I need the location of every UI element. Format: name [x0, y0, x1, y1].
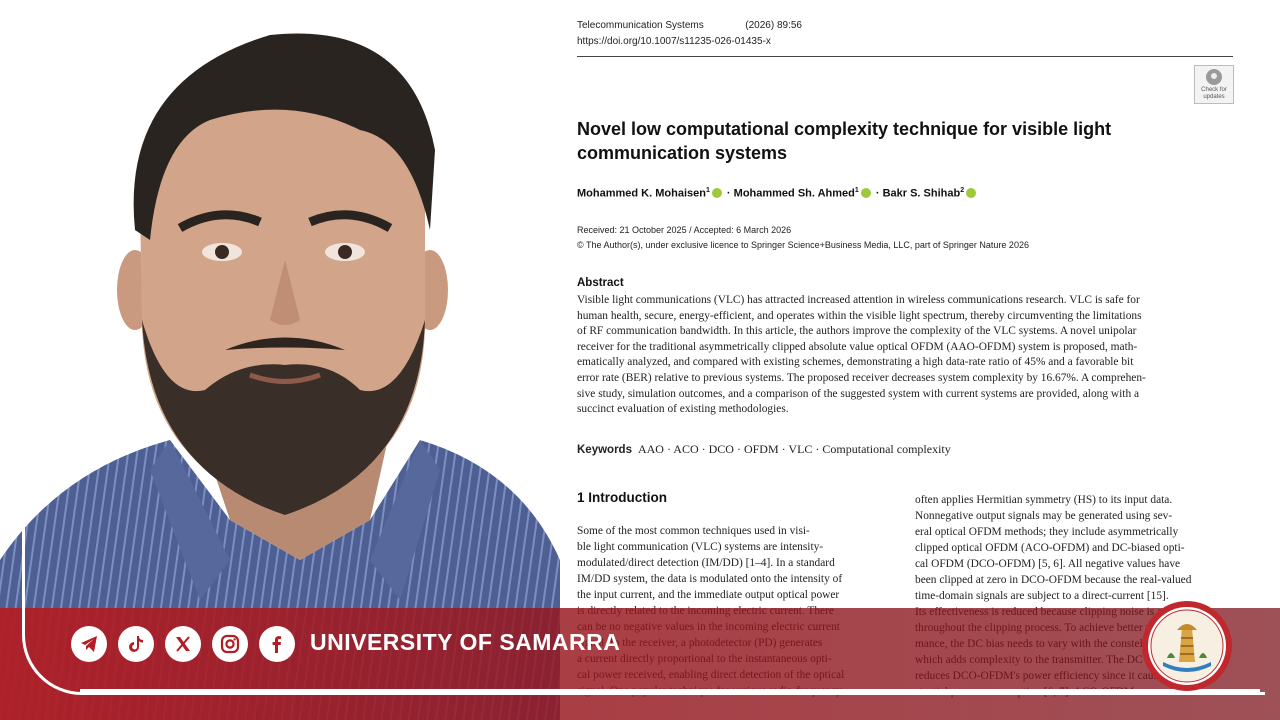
body-line: eral optical OFDM methods; they include asymmetrically — [915, 526, 1179, 538]
body-line: clipped optical OFDM (ACO-OFDM) and DC-biased opti- — [915, 542, 1185, 554]
abstract-line: receiver for the traditional asymmetrically clipped absolute value optical OFDM (AAO-OFDM) system is proposed, math- — [577, 340, 1138, 353]
author-affiliation: 1 — [854, 187, 859, 194]
introduction-heading: 1 Introduction — [577, 490, 667, 505]
body-line: ble light communication (VLC) systems are intensity- — [577, 541, 824, 553]
footer-frame-curve — [22, 480, 1265, 695]
received-dates: Received: 21 October 2025 / Accepted: 6 March 2026 — [577, 225, 792, 235]
header-rule — [577, 56, 1233, 57]
copyright-line: © The Author(s), under exclusive licence to Springer Science+Business Media, LLC, part of Springer Nature 2026 — [577, 240, 1029, 250]
journal-name: Telecommunication Systems — [577, 20, 704, 31]
abstract-line: ematically analyzed, and compared with existing schemes, demonstrating a high data-rate ratio of 45% and a favorable bit — [577, 356, 1134, 369]
check-updates-icon — [1206, 69, 1222, 85]
footer-frame-line — [80, 689, 1260, 692]
orcid-icon[interactable] — [712, 188, 722, 198]
paper-title — [577, 117, 1157, 165]
university-seal-icon — [1141, 600, 1233, 692]
title-line-1: Novel low computational complexity technique for visible light — [577, 119, 1112, 139]
body-line: time-domain signals are subject to a direct-current [15]. — [915, 590, 1169, 602]
abstract-line: succinct evaluation of existing methodologies. — [577, 403, 789, 416]
instagram-icon[interactable] — [212, 626, 248, 662]
author-list: Mohammed K. Mohaisen$^1$ · Mohammed Sh. Ahmed$^1$ · Bakr S. Shihab$^2$ — [577, 187, 978, 200]
keywords-list: AAO · ACO · DCO · OFDM · VLC · Computational complexity — [637, 442, 951, 456]
abstract-heading: Abstract — [577, 277, 624, 289]
author-name: Bakr S. Shihab — [882, 187, 961, 200]
abstract-line: error rate (BER) relative to previous systems. The proposed receiver decreases system complexity by 16.67%. A comprehen- — [577, 371, 1146, 384]
check-badge-line2: updates — [1203, 94, 1225, 100]
abstract-line: sive study, simulation outcomes, and a comparison of the suggested system with current systems are provided, along with a — [577, 387, 1140, 400]
journal-header — [577, 20, 802, 31]
journal-volume: (2026) 89:56 — [745, 20, 802, 31]
check-for-updates-badge[interactable] — [1194, 65, 1234, 104]
body-line: Some of the most common techniques used in visi- — [577, 525, 810, 537]
author-affiliation: 1 — [705, 187, 710, 194]
body-line: been clipped at zero in DCO-OFDM because the real-valued — [915, 574, 1192, 586]
body-line: modulated/direct detection (IM/DD) [1–4]. In a standard — [577, 557, 835, 569]
body-line: the input current, and the immediate output optical power — [577, 589, 840, 601]
tiktok-icon[interactable] — [118, 626, 154, 662]
orcid-icon[interactable] — [861, 188, 871, 198]
x-icon[interactable] — [165, 626, 201, 662]
facebook-icon[interactable] — [259, 626, 295, 662]
body-line: often applies Hermitian symmetry (HS) to its input data. — [915, 494, 1173, 506]
author-name: Mohammed Sh. Ahmed — [733, 187, 855, 200]
body-line: Nonnegative output signals may be generated using sev- — [915, 510, 1173, 522]
abstract-line: of RF communication bandwidth. In this article, the authors improve the complexity of the VLC systems. A novel unipolar — [577, 325, 1137, 338]
title-line-2: communication systems — [577, 143, 788, 163]
abstract-body — [577, 293, 1233, 418]
author-name: Mohammed K. Mohaisen — [577, 187, 706, 200]
doi-link[interactable]: https://doi.org/10.1007/s11235-026-01435-x — [577, 36, 771, 47]
university-logo[interactable] — [1141, 600, 1233, 692]
check-badge-line1: Check for — [1201, 87, 1227, 93]
keywords — [577, 442, 951, 457]
telegram-icon[interactable] — [71, 626, 107, 662]
abstract-line: human health, secure, energy-efficient, and operates within the visible light spectrum, thereby circumventing the limitations — [577, 309, 1142, 322]
university-name: UNIVERSITY OF SAMARRA — [310, 629, 621, 655]
body-line: cal OFDM (DCO-OFDM) [5, 6]. All negative values have — [915, 558, 1181, 570]
body-line: IM/DD system, the data is modulated onto the intensity of — [577, 573, 843, 585]
orcid-icon[interactable] — [966, 188, 976, 198]
abstract-line: Visible light communications (VLC) has attracted increased attention in wireless communications research. VLC is safe for — [577, 294, 1140, 306]
author-affiliation: 2 — [960, 187, 965, 194]
keywords-label: Keywords — [577, 444, 632, 456]
